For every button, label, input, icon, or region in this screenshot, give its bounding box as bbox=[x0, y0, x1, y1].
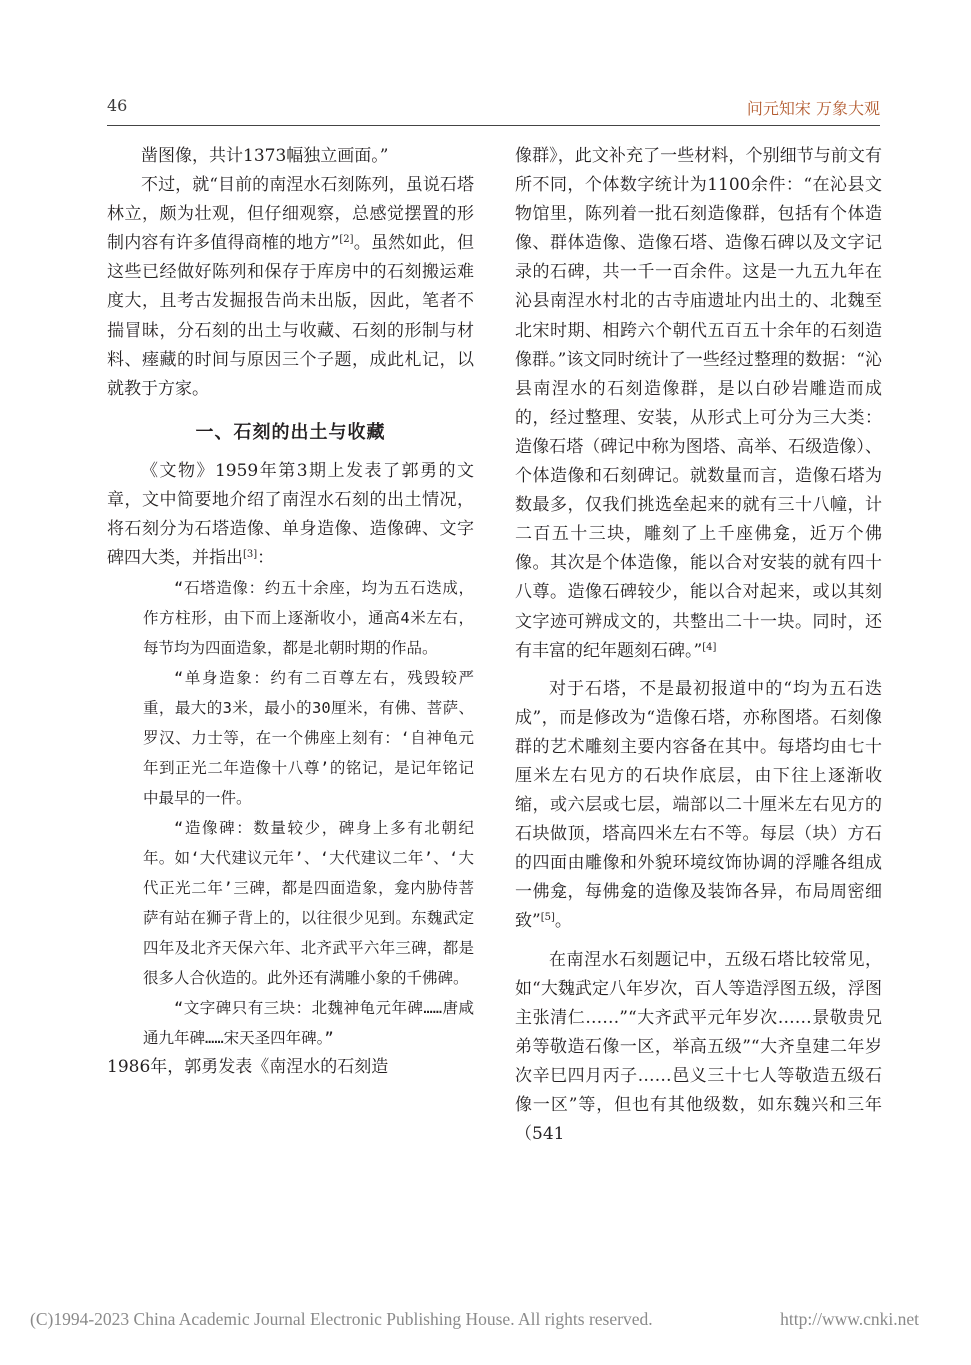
quote-paragraph: “造像碑：数量较少，碑身上多有北朝纪年。如‘大代建议元年’、‘大代建议二年’、‘大代正光二年’三碑，都是四面造象，龛内胁侍菩萨有站在狮子背上的，以往很少见到。东魏武定四年及北齐天保六年、北齐武平六年三碑，都是很多人合伙造的。此外还有满雕小象的千佛碑。 bbox=[143, 819, 474, 988]
reference-marker[interactable]: [4] bbox=[702, 641, 717, 653]
section-heading: 一、石刻的出土与收藏 bbox=[195, 421, 386, 443]
right-column bbox=[515, 142, 882, 1149]
reference-marker[interactable]: [2] bbox=[339, 234, 354, 246]
paragraph: 《文物》1959年第3期上发表了郭勇的文章，文中简要地介绍了南涅水石刻的出土情况，将石刻分为石塔造像、单身造像、造像碑、文字碑四大类，并指出[3]： bbox=[107, 460, 474, 569]
footer-link[interactable]: http://www.cnki.net bbox=[780, 1309, 919, 1329]
page-number: 46 bbox=[107, 96, 128, 115]
reference-marker[interactable]: [5] bbox=[540, 912, 555, 924]
reference-marker[interactable]: [3] bbox=[243, 549, 258, 561]
paragraph: 1986年，郭勇发表《南涅水的石刻造 bbox=[107, 1057, 389, 1078]
quote-paragraph: “石塔造像：约五十余座，均为五石迭成，作方柱形，由下而上逐渐收小，通高4米左右，每节均为四面造象，都是北朝时期的作品。 bbox=[143, 579, 474, 658]
paragraph: 凿图像，共计1373幅独立画面。” bbox=[141, 146, 389, 166]
paragraph: 对于石塔，不是最初报道中的“均为五石迭成”，而是修改为“造像石塔，亦称图塔。石刻像群的艺术雕刻主要内容备在其中。每塔均由七十厘米左右见方的石块作底层，由下往上逐渐收缩，或六层或七层，端部以二十厘米左右见方的石块做顶，塔高四米左右不等。每层（块）方石的四面由雕像和外貌环境纹饰协调的浮雕各组成一佛龛，每佛龛的造像及装饰各异，布局周密细致”[5]。 bbox=[515, 678, 882, 932]
journal-section-title: 问元知宋 万象大观 bbox=[746, 99, 880, 118]
paragraph: 在南涅水石刻题记中，五级石塔比较常见，如“大魏武定八年岁次，百人等造浮图五级，浮图主张清仁……”“大齐武平元年岁次……景敬贵兄弟等敬造石像一区，举高五级”“大齐皇建二年岁次辛巳四月丙子……邑义三十七人等敬造五级石像一区”等，但也有其他级数，如东魏兴和三年（541 bbox=[515, 949, 882, 1145]
quote-paragraph: “单身造象：约有二百尊左右，残毁较严重，最大的3米，最小的30厘米，有佛、菩萨、罗汉、力士等，在一个佛座上刻有：‘自神龟元年到正光二年造像十八尊’的铭记，是记年铭记中最早的一件。 bbox=[143, 669, 474, 808]
page-header bbox=[107, 96, 880, 124]
paragraph: 不过，就“目前的南涅水石刻陈列，虽说石塔林立，颇为壮观，但仔细观察，总感觉摆置的形制内容有许多值得商榷的地方”[2]。虽然如此，但这些已经做好陈列和保存于库房中的石刻搬运难度大，且考古发掘报告尚未出版，因此，笔者不揣冒昧，分石刻的出土与收藏、石刻的形制与材料、瘗藏的时间与原因三个子题，成此札记，以就教于方家。 bbox=[107, 175, 474, 399]
header-rule bbox=[107, 125, 880, 126]
copyright-notice: (C)1994-2023 China Academic Journal Electronic Publishing House. All rights reserved. bbox=[30, 1309, 653, 1329]
footer bbox=[30, 1309, 941, 1330]
quote-paragraph: “文字碑只有三块：北魏神龟元年碑……唐咸通九年碑……宋天圣四年碑。” bbox=[143, 999, 474, 1048]
block-quote bbox=[107, 573, 474, 1053]
paragraph: 像群》，此文补充了一些材料，个别细节与前文有所不同，个体数字统计为1100余件：“在沁县文物馆里，陈列着一批石刻造像群，包括有个体造像、群体造像、造像石塔、造像石碑以及文字记录的石碑，共一千一百余件。这是一九五九年在沁县南涅水村北的古寺庙遗址内出土的、北魏至北宋时期、相跨六个朝代五百五十余年的石刻造像群。”该文同时统计了一些经过整理的数据：“沁县南涅水的石刻造像群，是以白砂岩雕造而成的，经过整理、安装，从形式上可分为三大类：造像石塔（碑记中称为图塔、高举、石级造像）、个体造像和石刻碑记。就数量而言，造像石塔为数最多，仅我们挑选垒起来的就有三十八幢，计二百五十三块，雕刻了上千座佛龛，近万个佛像。其次是个体造像，能以合对安装的就有四十八尊。造像石碑较少，能以合对起来，或以其刻文字迹可辨成文的，共整出二十一块。同时，还有丰富的纪年题刻石碑。”[4] bbox=[515, 146, 882, 661]
left-column bbox=[107, 142, 474, 1082]
